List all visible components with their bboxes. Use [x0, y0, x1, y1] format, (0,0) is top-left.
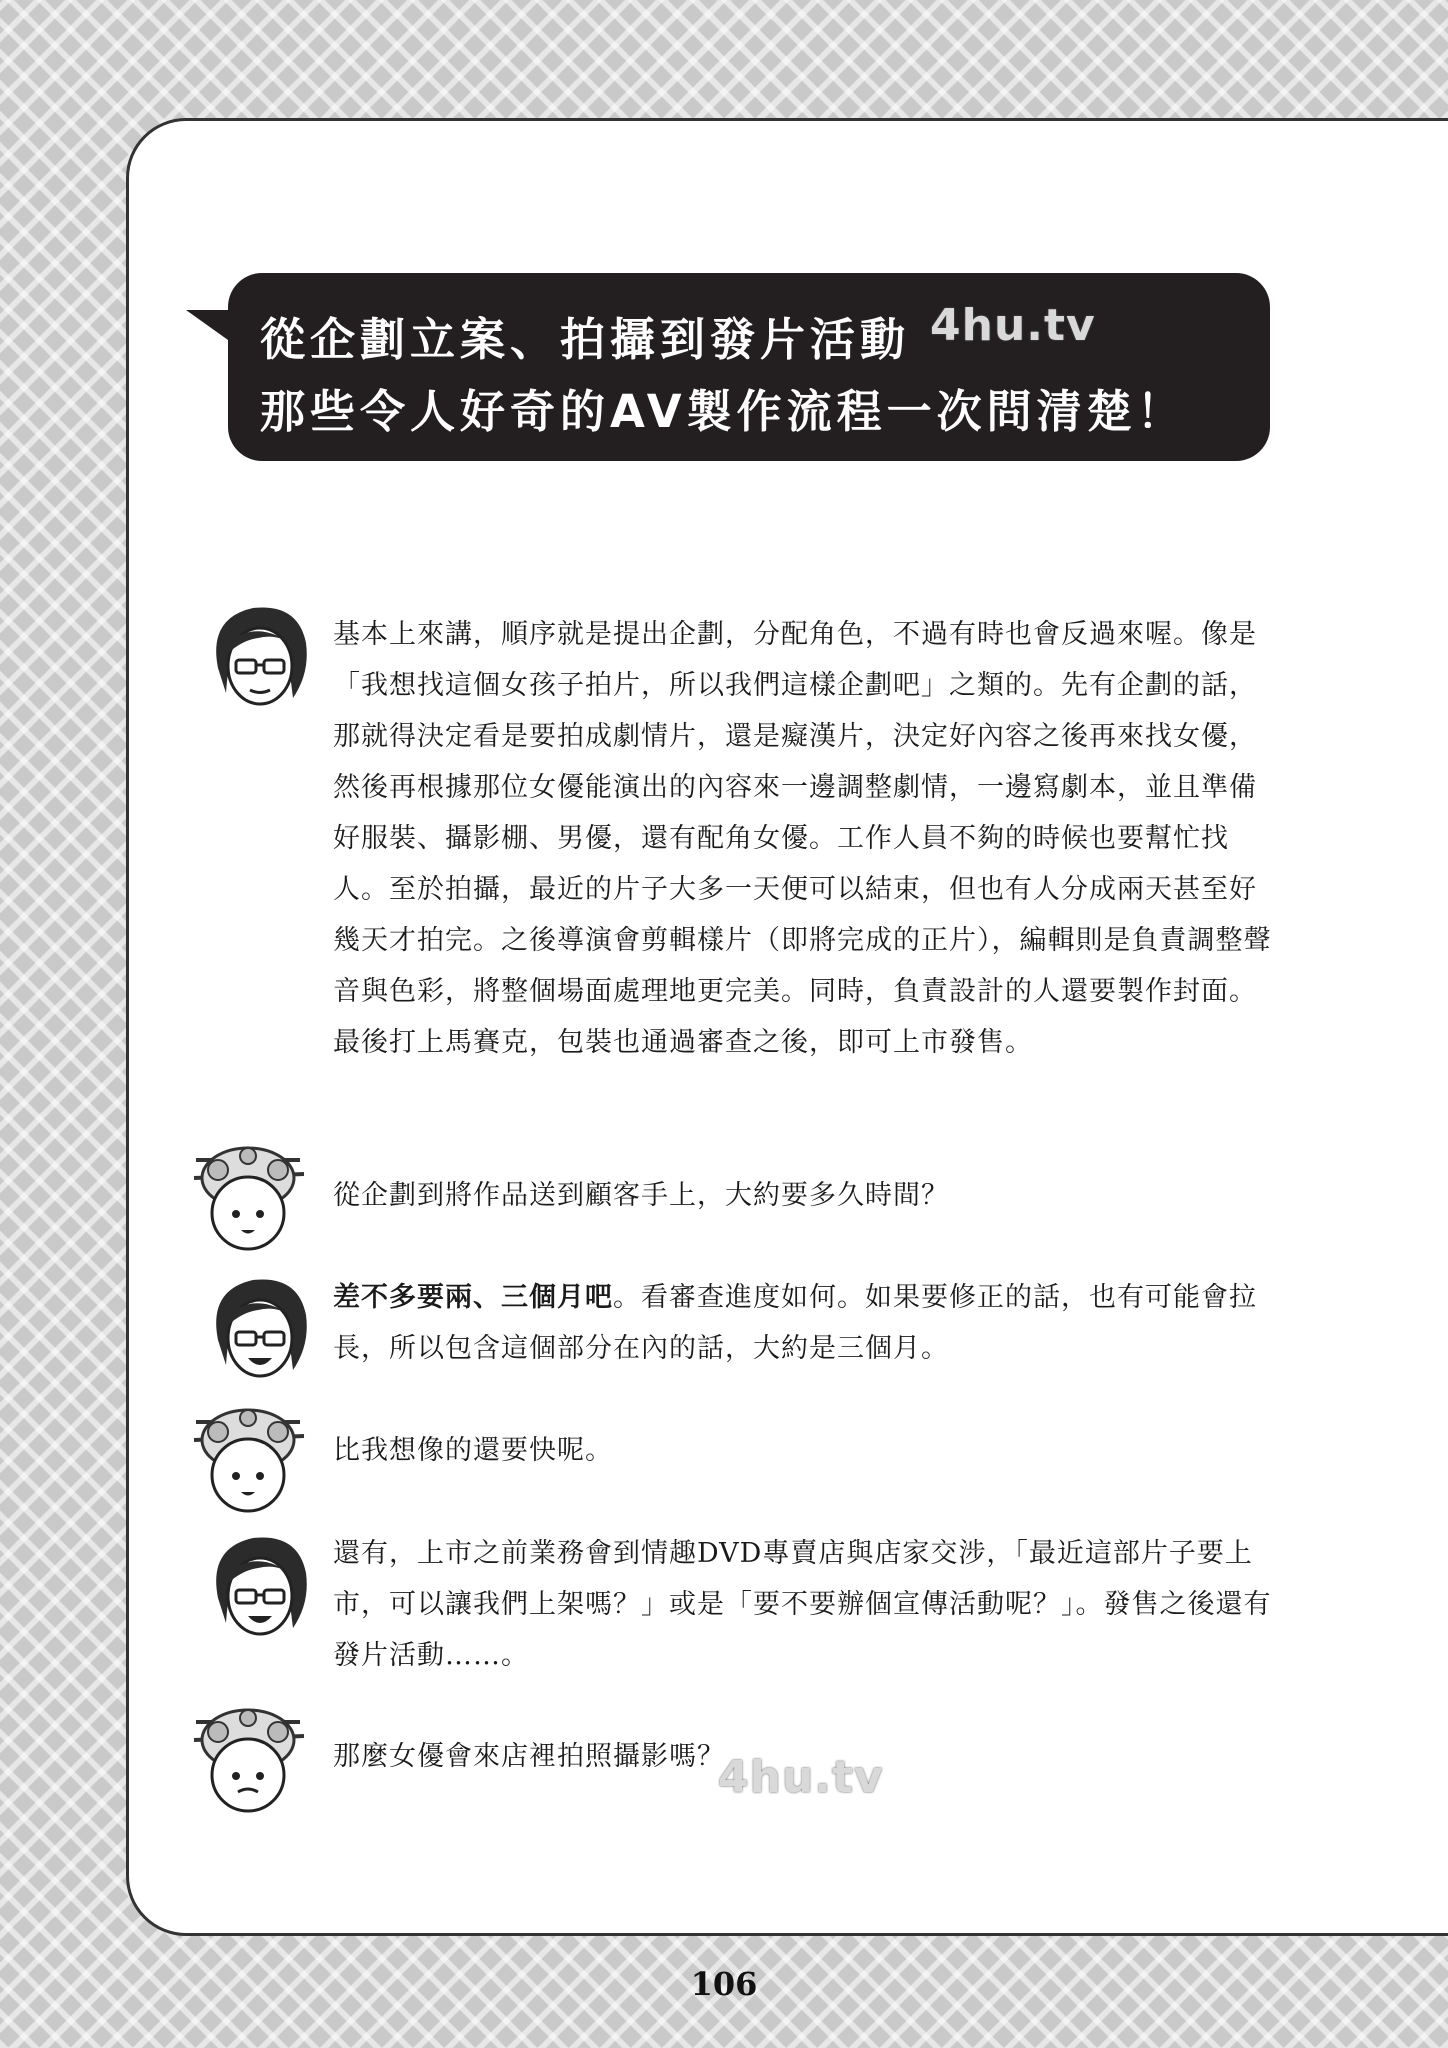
title-line-1: 從企劃立案、拍攝到發片活動 [260, 313, 911, 366]
woman-with-glasses-avatar [198, 598, 318, 718]
dialogue-text-6: 那麼女優會來店裡拍照攝影嗎？ [333, 1741, 725, 1772]
watermark: 4hu.tv [718, 1752, 884, 1803]
woman-with-glasses-avatar [198, 1270, 318, 1390]
geisha-girl-avatar [188, 1700, 308, 1820]
dialogue-text-4: 比我想像的還要快呢。 [333, 1435, 613, 1466]
page-number: 106 [690, 1965, 758, 2003]
watermark: 4hu.tv [930, 300, 1096, 351]
dialogue-text-3 [333, 1272, 1273, 1374]
dialogue-text-1: 基本上來講，順序就是提出企劃，分配角色，不過有時也會反過來喔。像是「我想找這個女孩子拍片，所以我們這樣企劃吧」之類的。先有企劃的話，那就得決定看是要拍成劇情片，還是癡漢片，決定好內容之後再來找女優，然後再根據那位女優能演出的內容來一邊調整劇情，一邊寫劇本，並且準備好服裝、攝影棚、男優，還有配角女優。工作人員不夠的時候也要幫忙找人。至於拍攝，最近的片子大多一天便可以結束，但也有人分成兩天甚至好幾天才拍完。之後導演會剪輯樣片（即將完成的正片），編輯則是負責調整聲音與色彩，將整個場面處理地更完美。同時，負責設計的人還要製作封面。最後打上馬賽克，包裝也通過審查之後，即可上市發售。 [333, 619, 1272, 1058]
dialogue-text-5: 還有，上市之前業務會到情趣DVD專賣店與店家交涉，「最近這部片子要上市，可以讓我們上架嗎？」或是「要不要辦個宣傳活動呢？」。發售之後還有發片活動……。 [333, 1538, 1272, 1671]
title-speech-bubble [228, 273, 1270, 461]
dialogue-text-3-rest: 。看審查進度如何。如果要修正的話，也有可能會拉長，所以包含這個部分在內的話，大約是三個月。 [333, 1282, 1257, 1364]
title-line-2: 那些令人好奇的AV製作流程一次問清楚！ [260, 385, 1187, 438]
woman-with-glasses-avatar [198, 1528, 318, 1648]
geisha-girl-avatar [188, 1400, 308, 1520]
dialogue-text-2: 從企劃到將作品送到顧客手上，大約要多久時間？ [333, 1180, 949, 1211]
dialogue-text-3-bold: 差不多要兩、三個月吧 [333, 1282, 613, 1313]
geisha-girl-avatar [188, 1138, 308, 1258]
